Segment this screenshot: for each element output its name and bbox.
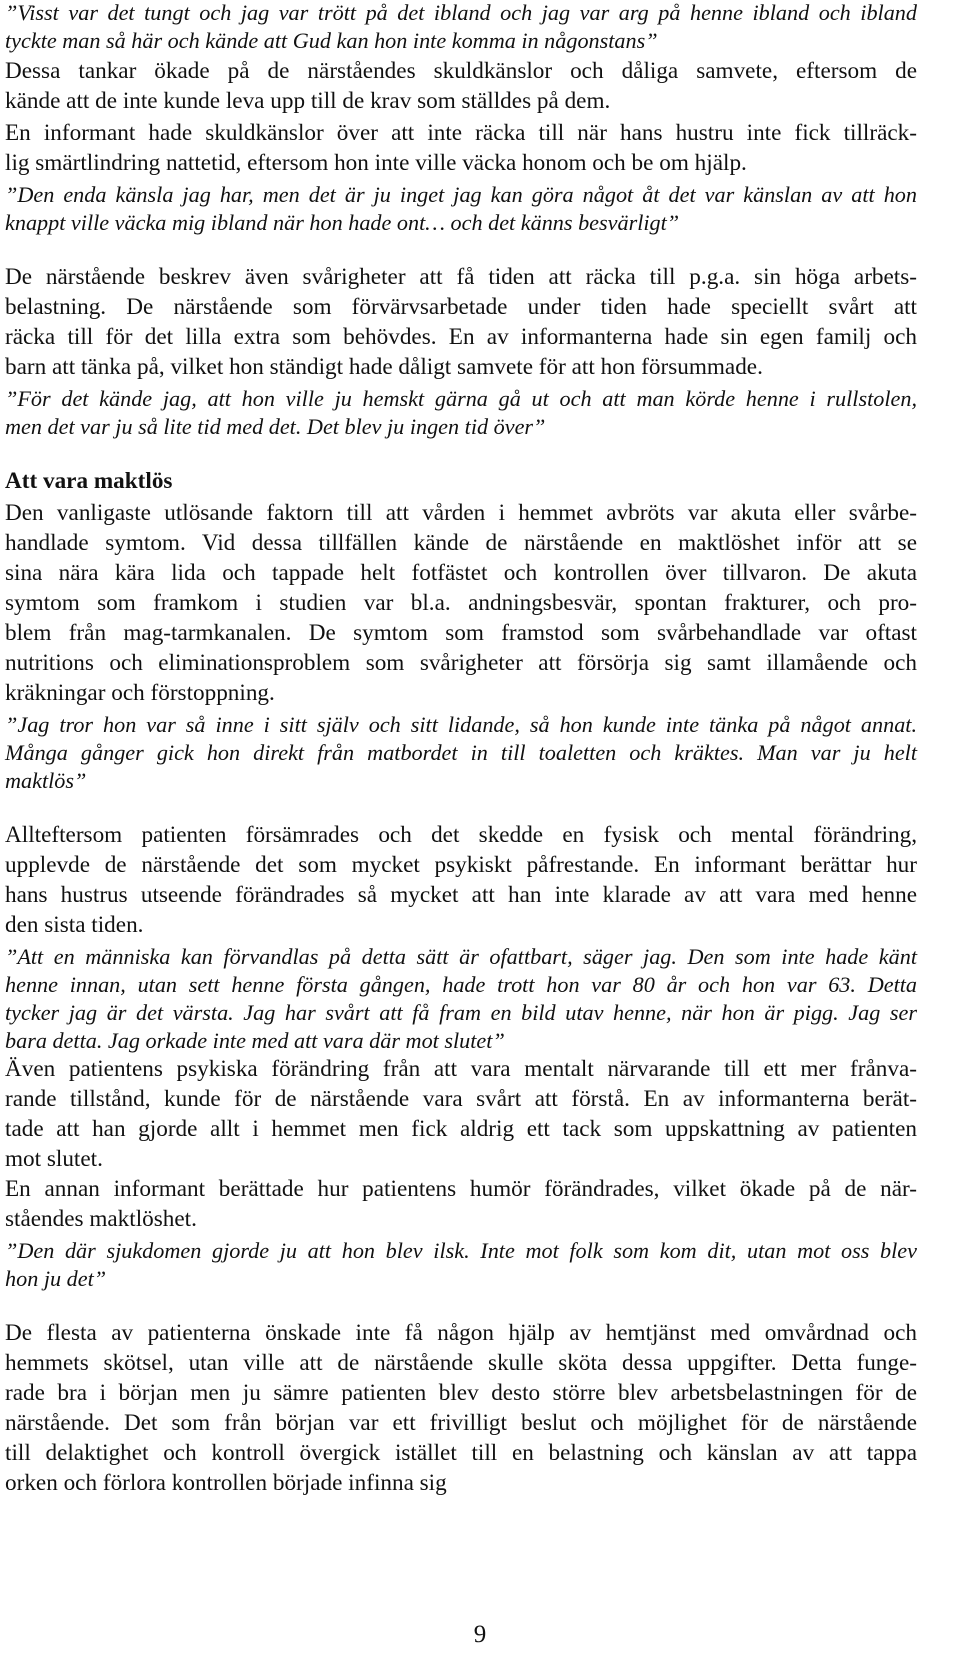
- quote-line: [5, 30, 658, 52]
- text-line: [5, 1442, 917, 1465]
- line-text: kräkningar och förstoppning.: [5, 680, 275, 706]
- line-text: En annan informant berättade hur patientens humör förändrades, vilket ökade på de när-: [5, 1176, 917, 1202]
- line-text: lig smärtlindring nattetid, eftersom hon inte ville väcka honom och be om hjälp.: [5, 150, 747, 176]
- text-line: [5, 1118, 917, 1141]
- line-text: närstående. Det som från början var ett frivilligt beslut och möjlighet för de närstående: [5, 1410, 917, 1436]
- text-line: [5, 1412, 917, 1435]
- line-text: ”Visst var det tungt och jag var trött på det ibland och jag var arg på henne ibland och ibland: [5, 0, 917, 25]
- line-text: den sista tiden.: [5, 912, 144, 938]
- quote-line: [5, 184, 917, 206]
- text-line: [5, 152, 747, 175]
- line-text: men det var ju så lite tid med det. Det blev ju ingen tid över”: [5, 414, 546, 439]
- line-text: handlade symtom. Vid dessa tillfällen kände de närstående en maktlöshet inför att se: [5, 530, 917, 556]
- text-line: [5, 122, 917, 145]
- line-text: orken och förlora kontrollen började infinna sig: [5, 1470, 447, 1496]
- line-text: sina nära kära lida och tappade helt fotfästet och kontrollen över tillvaron. De akuta: [5, 560, 917, 586]
- line-text: räcka till för det lilla extra som behövdes. En av informanterna hade sin egen familj och: [5, 324, 917, 350]
- text-line: [5, 1058, 917, 1081]
- text-line: [5, 1088, 917, 1111]
- text-line: [5, 326, 917, 349]
- quote-line: [5, 742, 917, 764]
- line-text: Dessa tankar ökade på de närståendes skuldkänslor och dåliga samvete, eftersom de: [5, 58, 917, 84]
- text-line: [5, 562, 917, 585]
- quote-line: [5, 2, 917, 24]
- line-text: Allteftersom patienten försämrades och det skedde en fysisk och mental förändring,: [5, 822, 917, 848]
- text-line: [5, 914, 143, 937]
- text-line: [5, 854, 917, 877]
- text-line: [5, 60, 917, 83]
- text-line: [5, 296, 917, 319]
- line-text: rade bra i början men ju sämre patienten blev desto större blev arbetsbelastningen för de: [5, 1380, 917, 1406]
- line-text: nutritions och eliminationsproblem som svårigheter att försörja sig samt illamående och: [5, 650, 917, 676]
- line-text: Många gånger gick hon direkt från matbordet in till toaletten och kräktes. Man var ju helt: [5, 740, 917, 765]
- line-text: belastning. De närstående som förvärvsarbetade under tiden hade speciellt svårt att: [5, 294, 917, 320]
- line-text: tycker jag är det värsta. Jag har svårt att få fram en bild utav henne, när hon är pigg. Jag ser: [5, 1000, 917, 1025]
- line-text: knappt ville väcka mig ibland när hon hade ont… och det känns besvärligt”: [5, 210, 680, 235]
- line-text: ”Jag tror hon var så inne i sitt själv och sitt lidande, så hon kunde inte tänka på något annat.: [5, 712, 917, 737]
- line-text: De närstående beskrev även svårigheter att få tiden att räcka till p.g.a. sin höga arbets-: [5, 264, 917, 290]
- line-text: hon ju det”: [5, 1266, 107, 1291]
- quote-line: [5, 770, 86, 792]
- quote-line: [5, 1240, 917, 1262]
- line-text: bara detta. Jag orkade inte med att vara där mot slutet”: [5, 1028, 505, 1053]
- quote-line: [5, 946, 917, 968]
- text-line: [5, 532, 917, 555]
- line-text: kände att de inte kunde leva upp till de krav som ställdes på dem.: [5, 88, 611, 114]
- line-text: symtom som framkom i studien var bl.a. andningsbesvär, spontan frakturer, och pro-: [5, 590, 917, 616]
- text-line: [5, 1208, 197, 1231]
- quote-line: [5, 212, 679, 234]
- text-line: [5, 682, 275, 705]
- text-line: [5, 356, 763, 379]
- quote-line: [5, 1030, 505, 1052]
- line-text: ståendes maktlöshet.: [5, 1206, 197, 1232]
- line-text: till delaktighet och kontroll övergick istället till en belastning och känslan av att tappa: [5, 1440, 917, 1466]
- text-line: [5, 502, 917, 525]
- quote-line: [5, 974, 917, 996]
- line-text: blem från mag-tarmkanalen. De symtom som framstod som svårbehandlade var oftast: [5, 620, 917, 646]
- text-line: [5, 1382, 917, 1405]
- quote-line: [5, 1002, 917, 1024]
- text-line: [5, 266, 917, 289]
- line-text: hemmets skötsel, utan ville att de närstående skulle sköta dessa uppgifter. Detta funge-: [5, 1350, 917, 1376]
- text-line: [5, 90, 610, 113]
- line-text: hans hustrus utseende förändrades så mycket att han inte klarade av att vara med henne: [5, 882, 917, 908]
- text-line: [5, 1322, 917, 1345]
- text-line: [5, 652, 917, 675]
- line-text: henne innan, utan sett henne första gången, hade trott hon var 80 år och hon var 63. Detta: [5, 972, 917, 997]
- line-text: upplevde de närstående det som mycket psykiskt påfrestande. En informant berättar hur: [5, 852, 917, 878]
- line-text: De flesta av patienterna önskade inte få någon hjälp av hemtjänst med omvårdnad och: [5, 1320, 917, 1346]
- line-text: tade att han gjorde allt i hemmet men fick aldrig ett tack som uppskattning av patienten: [5, 1116, 917, 1142]
- line-text: Även patientens psykiska förändring från att vara mentalt närvarande till ett mer frånva-: [5, 1056, 917, 1082]
- text-line: [5, 1178, 917, 1201]
- line-text: Att vara maktlös: [5, 468, 173, 494]
- text-line: [5, 622, 917, 645]
- line-text: maktlös”: [5, 768, 87, 793]
- page-number: 9: [473, 1621, 487, 1648]
- line-text: barn att tänka på, vilket hon ständigt hade dåligt samvete för att hon försummade.: [5, 354, 763, 380]
- line-text: rande tillstånd, kunde för de närstående vara svårt att förstå. En av informanterna berät-: [5, 1086, 917, 1112]
- line-text: tyckte man så här och kände att Gud kan hon inte komma in någonstans”: [5, 28, 658, 53]
- line-text: ”För det kände jag, att hon ville ju hemskt gärna gå ut och att man körde henne i rullstolen,: [5, 386, 917, 411]
- line-text: ”Den enda känsla jag har, men det är ju inget jag kan göra något åt det var känslan av att hon: [5, 182, 917, 207]
- text-line: [5, 592, 917, 615]
- text-line: [5, 1352, 917, 1375]
- line-text: En informant hade skuldkänslor över att inte räcka till när hans hustru inte fick tillräck-: [5, 120, 917, 146]
- line-text: Den vanligaste utlösande faktorn till att vården i hemmet avbröts var akuta eller svårbe-: [5, 500, 917, 526]
- quote-line: [5, 714, 917, 736]
- line-text: ”Den där sjukdomen gjorde ju att hon blev ilsk. Inte mot folk som kom dit, utan mot oss blev: [5, 1238, 917, 1263]
- text-line: [5, 824, 917, 847]
- quote-line: [5, 388, 917, 410]
- text-line: [5, 1148, 103, 1171]
- quote-line: [5, 416, 545, 438]
- quote-line: [5, 1268, 106, 1290]
- text-line: [5, 1472, 447, 1495]
- line-text: mot slutet.: [5, 1146, 103, 1172]
- line-text: ”Att en människa kan förvandlas på detta sätt är ofattbart, säger jag. Den som inte hade känt: [5, 944, 917, 969]
- section-heading: [5, 470, 172, 493]
- text-line: [5, 884, 917, 907]
